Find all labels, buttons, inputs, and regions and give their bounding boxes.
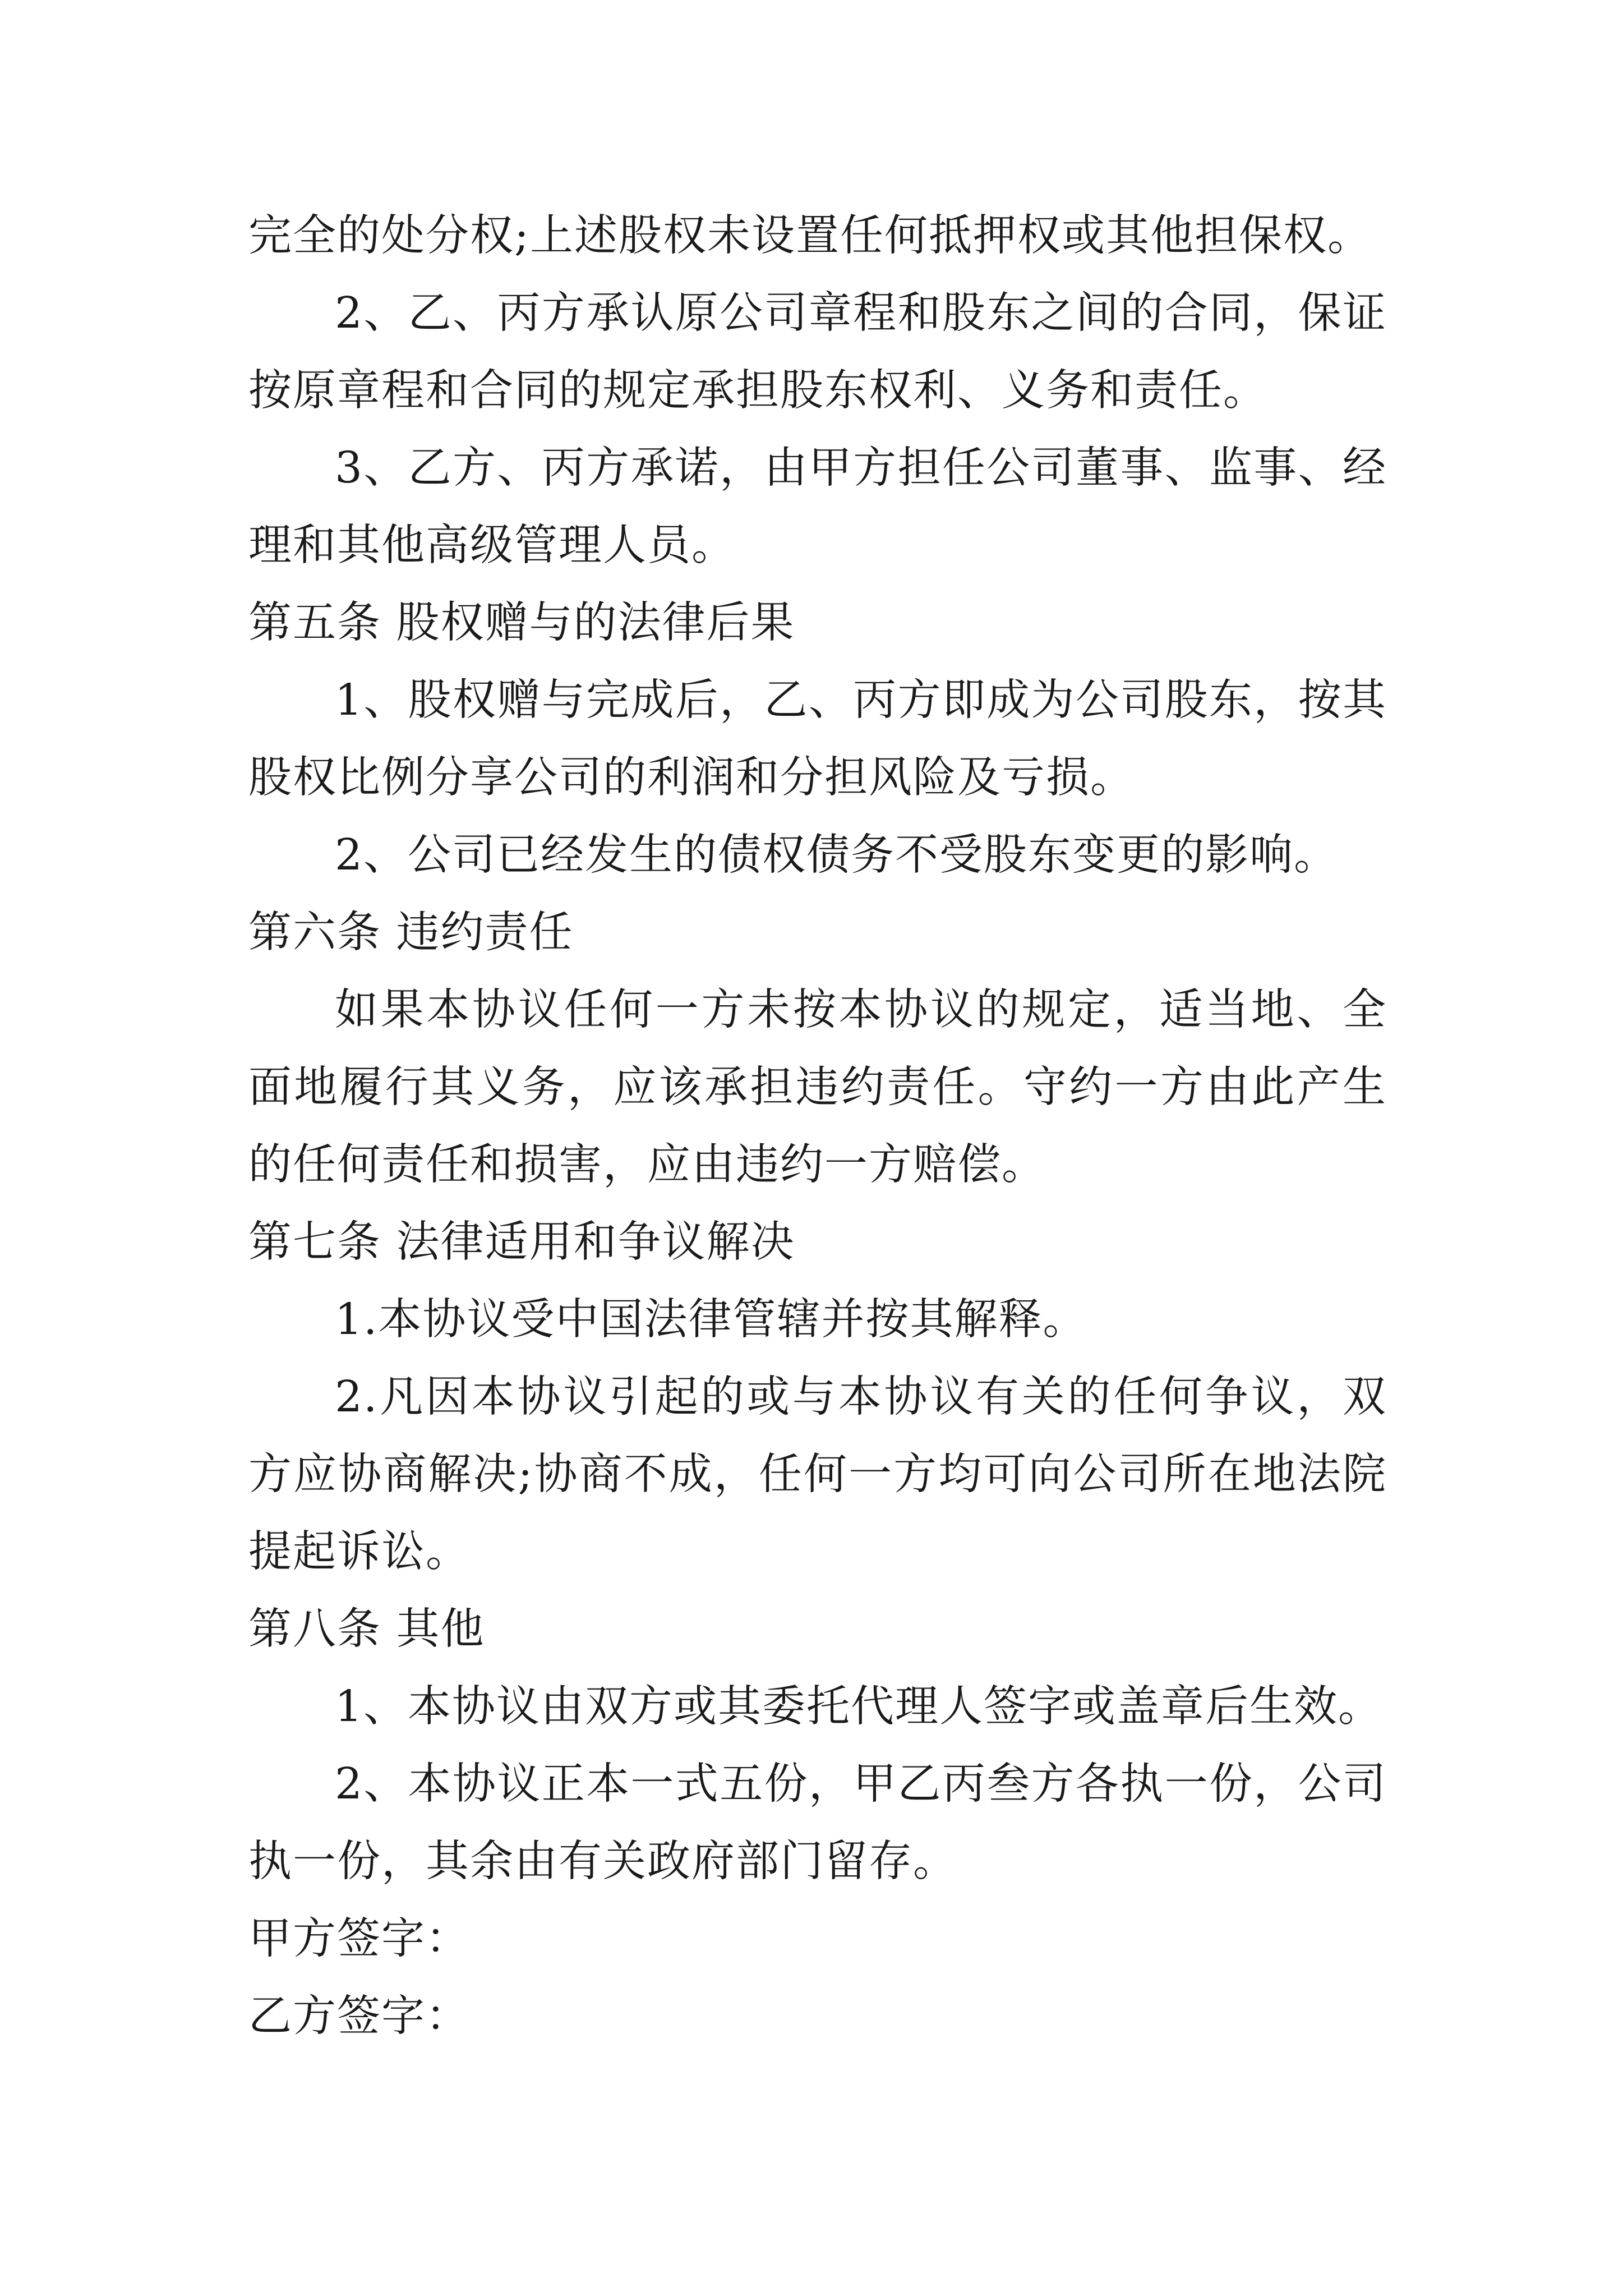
paragraph-clause-2: 2、乙、丙方承认原公司章程和股东之间的合同，保证按原章程和合同的规定承担股东权利、义务和责任。	[248, 288, 1387, 416]
paragraph-article-7-item-2: 2.凡因本协议引起的或与本协议有关的任何争议，双方应协商解决;协商不成，任何一方均可向公司所在地法院提起诉讼。	[248, 1372, 1387, 1577]
paragraph-article-5-item-1: 1、股权赠与完成后，乙、丙方即成为公司股东，按其股权比例分享公司的利润和分担风险及亏损。	[248, 675, 1387, 803]
paragraph-article-8-item-1: 1、本协议由双方或其委托代理人签字或盖章后生效。	[335, 1682, 1382, 1732]
paragraph-article-5-item-2: 2、公司已经发生的债权债务不受股东变更的影响。	[335, 830, 1338, 880]
article-5-heading: 第五条 股权赠与的法律后果	[248, 598, 795, 648]
article-8-heading: 第八条 其他	[248, 1604, 485, 1654]
document-body	[248, 197, 1387, 2055]
paragraph-clause-3: 3、乙方、丙方承诺，由甲方担任公司董事、监事、经理和其他高级管理人员。	[248, 443, 1387, 570]
party-a-signature-line: 甲方签字：	[248, 1914, 470, 1964]
paragraph-article-8-item-2: 2、本协议正本一式五份，甲乙丙叁方各执一份，公司执一份，其余由有关政府部门留存。	[248, 1759, 1387, 1887]
article-6-heading: 第六条 违约责任	[248, 908, 574, 958]
article-7-heading: 第七条 法律适用和争议解决	[248, 1217, 795, 1267]
party-b-signature-line: 乙方签字：	[248, 1991, 470, 2041]
paragraph-article-6: 如果本协议任何一方未按本协议的规定，适当地、全面地履行其义务，应该承担违约责任。守约一方由此产生的任何责任和损害，应由违约一方赔偿。	[248, 985, 1387, 1190]
paragraph-article-7-item-1: 1.本协议受中国法律管辖并按其解释。	[335, 1295, 1087, 1345]
paragraph-continuation: 完全的处分权;上述股权未设置任何抵押权或其他担保权。	[248, 211, 1372, 261]
